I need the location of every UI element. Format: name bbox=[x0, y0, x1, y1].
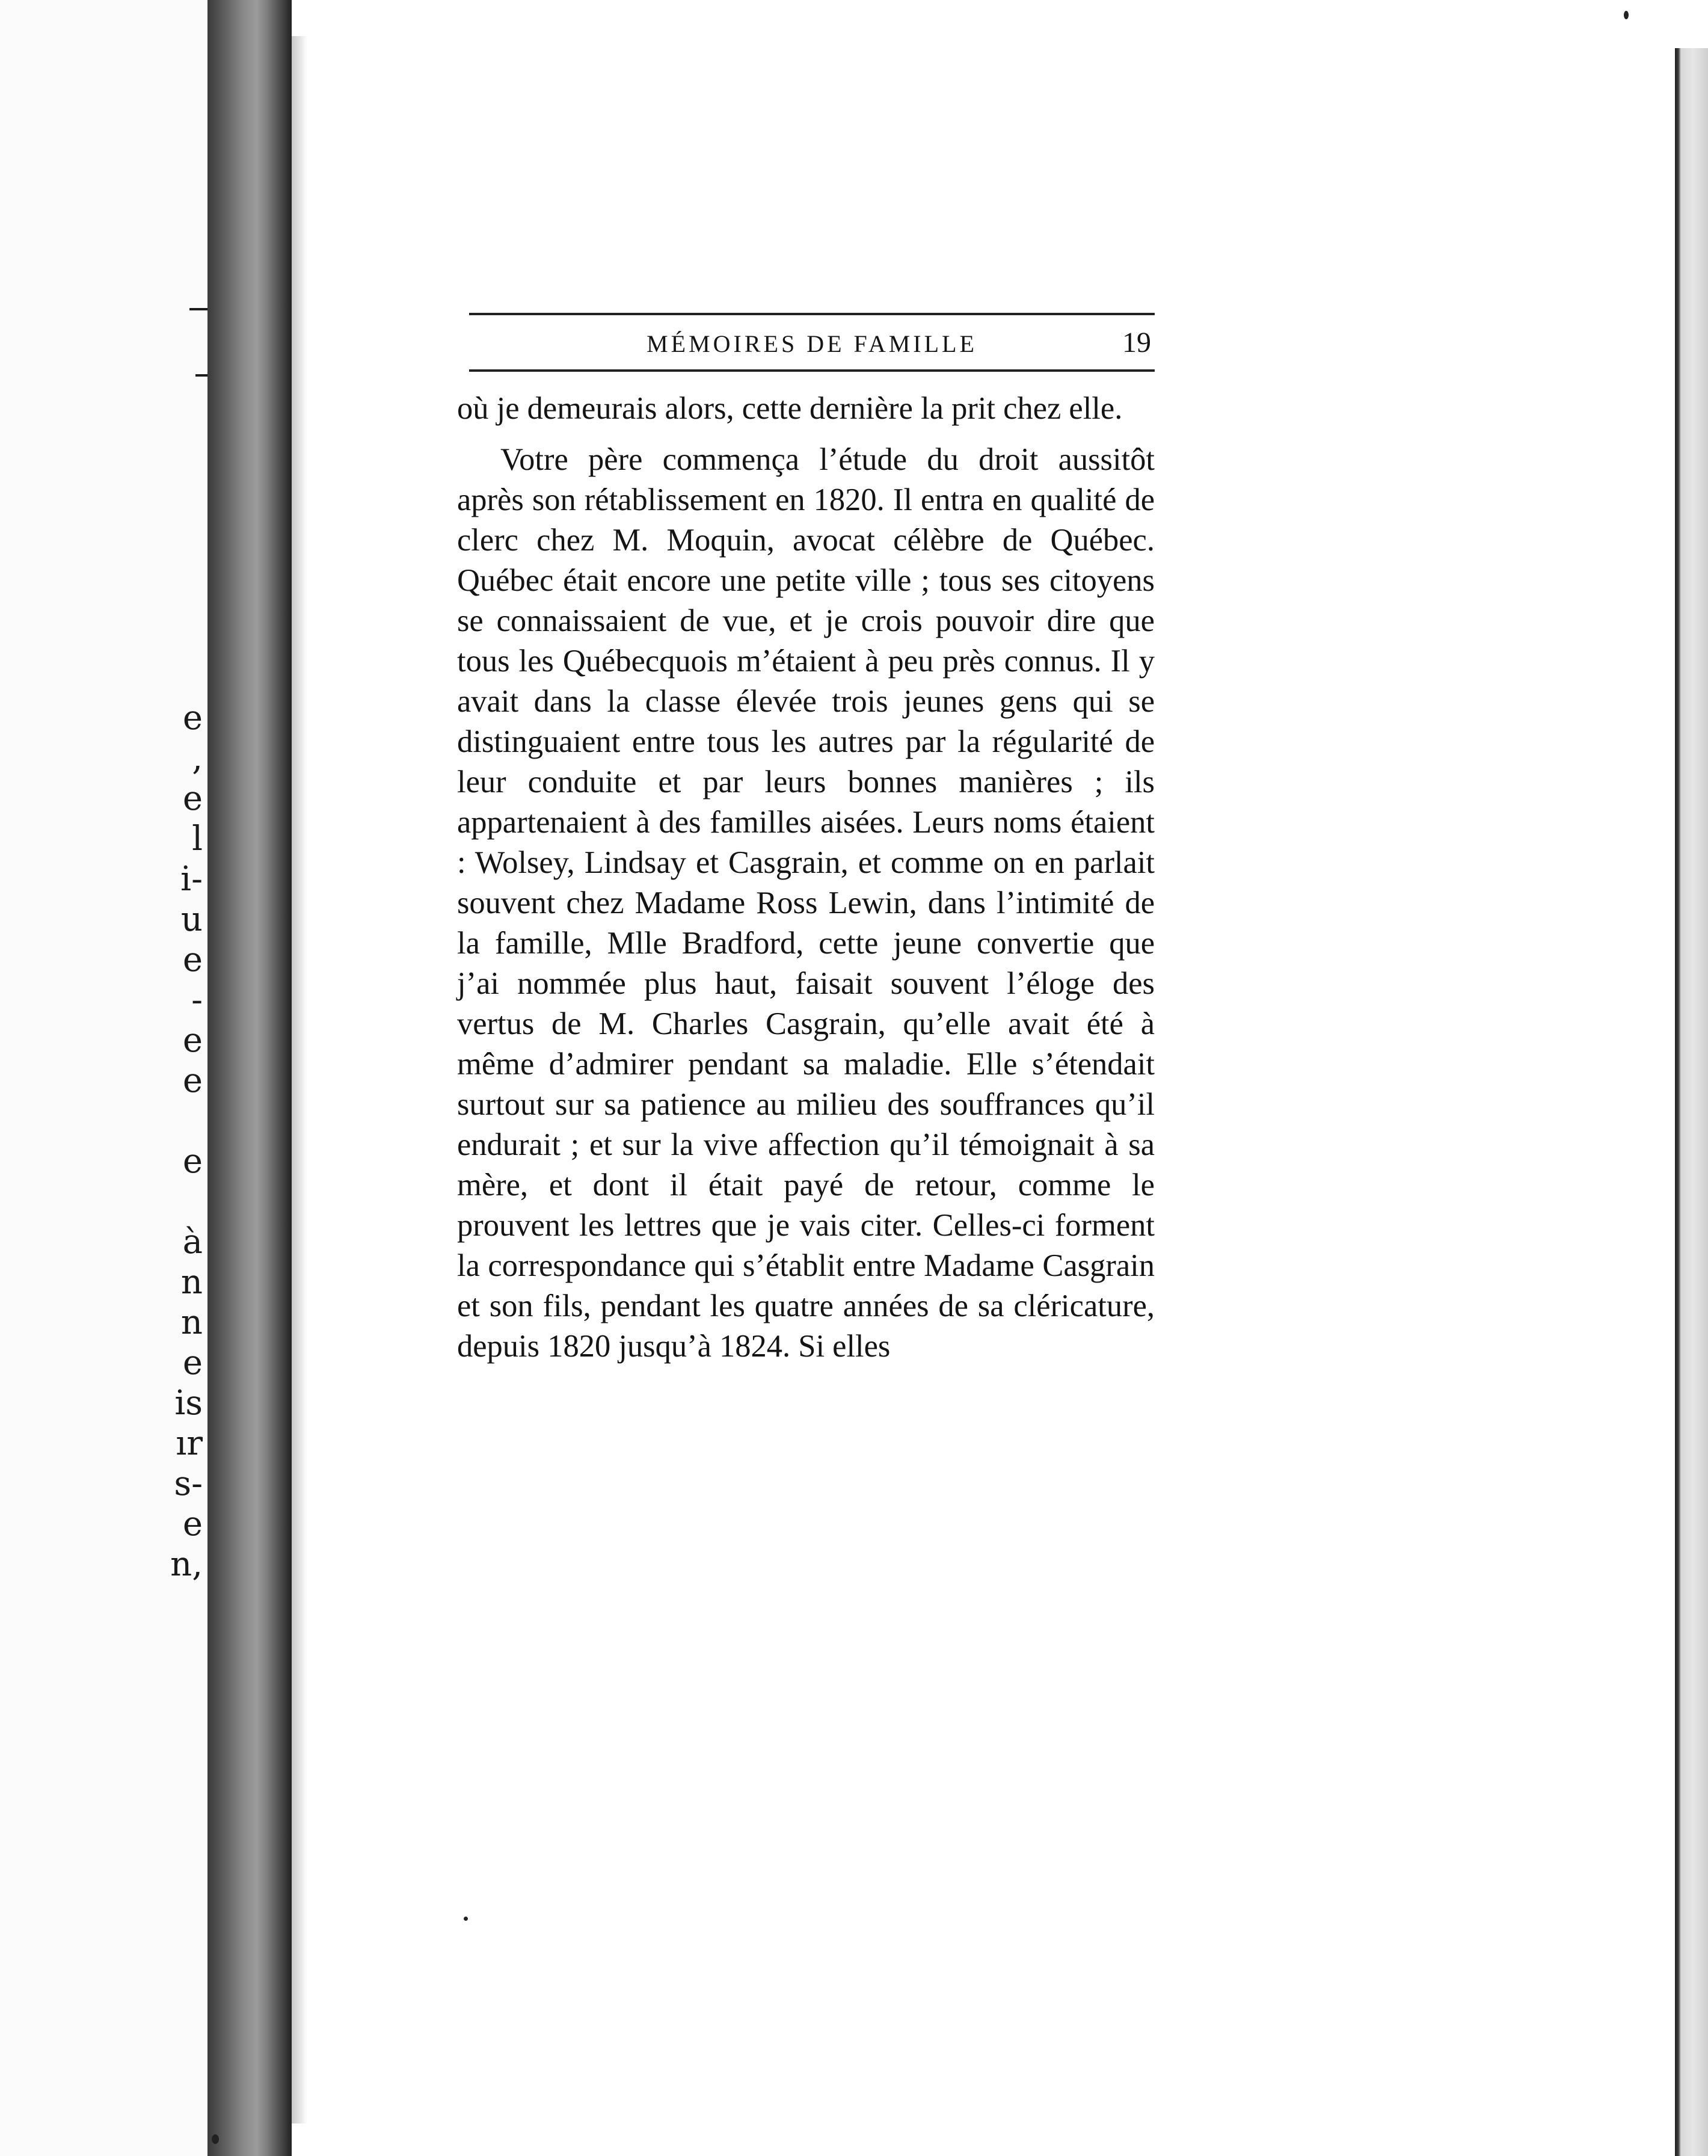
left-page-cropped-text bbox=[153, 698, 207, 1585]
left-page-line-fragment: n bbox=[180, 1303, 203, 1342]
left-page-line-fragment: - bbox=[191, 981, 203, 1020]
left-facing-page bbox=[0, 0, 207, 2156]
left-page-line-fragment: n bbox=[180, 1263, 203, 1302]
left-page-line-fragment: i- bbox=[180, 860, 203, 899]
scan-speck bbox=[212, 2134, 219, 2144]
scan-speck bbox=[464, 1917, 468, 1921]
left-page-line-fragment bbox=[153, 1101, 207, 1141]
left-page-rule bbox=[189, 308, 207, 310]
left-page-line-fragment: à bbox=[182, 1222, 203, 1261]
page-header bbox=[469, 315, 1155, 369]
header-rule-bottom bbox=[469, 369, 1155, 372]
gutter-shadow bbox=[292, 36, 307, 2124]
page-number: 19 bbox=[1122, 327, 1151, 359]
left-page-rule bbox=[195, 374, 207, 377]
left-page-line-fragment: e bbox=[182, 1505, 203, 1544]
left-page-line-fragment: l bbox=[192, 819, 203, 858]
book-binding-gutter bbox=[207, 0, 292, 2156]
left-page-line-fragment bbox=[153, 1181, 207, 1222]
left-page-line-fragment: ır bbox=[176, 1424, 203, 1463]
left-page-line-fragment: e bbox=[182, 1021, 203, 1060]
left-page-line-fragment: e bbox=[182, 1343, 203, 1382]
left-page-line-fragment: is bbox=[174, 1384, 203, 1423]
page-top-margin bbox=[1675, 0, 1708, 48]
left-page-line-fragment: e bbox=[182, 779, 203, 818]
left-page-line-fragment: e bbox=[182, 698, 203, 738]
scan-speck bbox=[1624, 11, 1629, 19]
left-page-line-fragment: s- bbox=[174, 1464, 203, 1503]
paragraph-continuation: où je demeurais alors, cette dernière la prit chez elle. bbox=[457, 391, 1123, 426]
running-head: MÉMOIRES DE FAMILLE bbox=[647, 330, 977, 357]
page-body bbox=[457, 389, 1155, 1367]
paragraph: Votre père commença l’étude du droit aussitôt après son rétablissement en 1820. Il entra en qualité de clerc chez M. Moquin, avocat célèbre de Québec. Québec était encore une petite ville ; tous ses citoyens se connaissaient de vue, et je crois pouvoir dire que tous les Québecquois m’étaient à peu près connus. Il y avait dans la classe élevée trois jeunes gens qui se distinguaient entre tous les autres par la régularité de leur conduite et par leurs bonnes manières ; ils appartenaient à des familles aisées. Leurs noms étaient : Wolsey, Lindsay et Casgrain, et comme on en parlait souvent chez Madame Ross Lewin, dans l’intimité de la famille, Mlle Bradford, cette jeune convertie que j’ai nommée plus haut, faisait souvent l’éloge des vertus de M. Charles Casgrain, qu’elle avait été à même d’admirer pendant sa maladie. Elle s’étendait surtout sur sa patience au milieu des souffrances qu’il endurait ; et sur la vive affection qu’il témoignait à sa mère, et dont il était payé de retour, comme le prouvent les lettres que je vais citer. Celles-ci forment la correspondance qui s’établit entre Madame Casgrain et son fils, pendant les quatre années de sa cléricature, depuis 1820 jusqu’à 1824. Si elles bbox=[457, 442, 1155, 1364]
right-page-edge bbox=[1675, 48, 1708, 2156]
left-page-line-fragment: n, bbox=[170, 1545, 203, 1584]
book-page bbox=[421, 313, 1155, 1367]
left-page-line-fragment: u bbox=[180, 900, 203, 939]
left-page-line-fragment: e bbox=[182, 1142, 203, 1181]
left-page-line-fragment: e bbox=[182, 940, 203, 979]
left-page-line-fragment: e bbox=[182, 1061, 203, 1100]
left-page-line-fragment: , bbox=[192, 739, 203, 778]
